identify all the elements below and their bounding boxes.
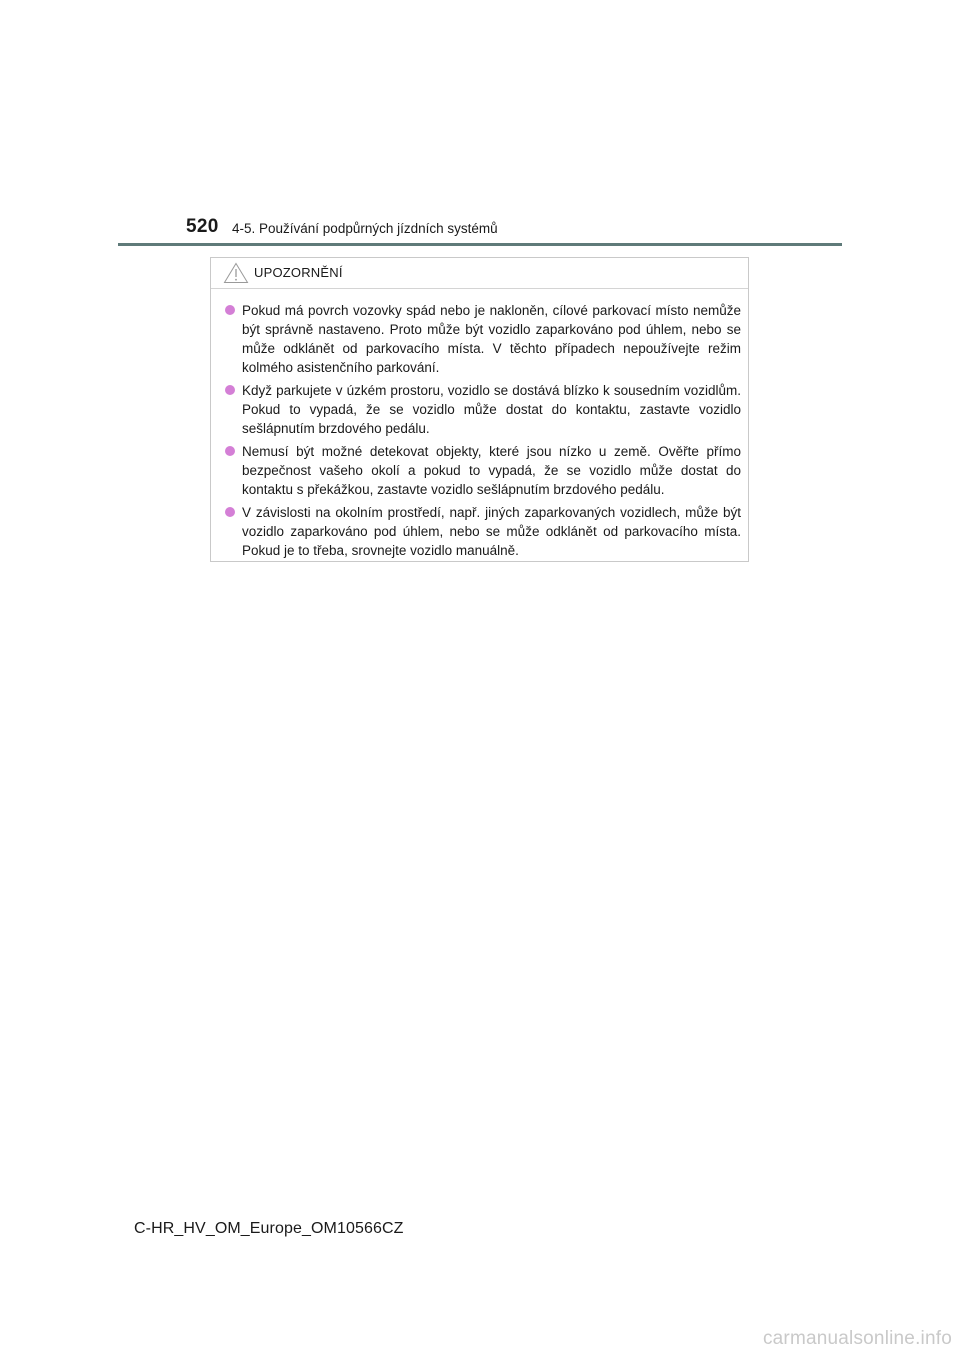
warning-triangle-icon [223, 262, 249, 284]
caution-item-text: Pokud má povrch vozovky spád nebo je nakloněn, cílové parkovací místo nemůže být správně nastaveno. Proto může být vozidlo zaparkováno pod úhlem, nebo se může odklánět od parkovacího místa. V těchto případech nepoužívejte režim kolmého asistenčního parkování. [242, 303, 741, 375]
caution-item-text: Když parkujete v úzkém prostoru, vozidlo se dostává blízko k sousedním vozidlům. Pokud to vypadá, že se vozidlo může dostat do kontaktu, zastavte vozidlo sešlápnutím brzdového pedálu. [242, 383, 741, 436]
caution-item-text: Nemusí být možné detekovat objekty, které jsou nízko u země. Ověřte přímo bezpečnost vašeho okolí a pokud to vypadá, že se vozidlo může dostat do kontaktu s překážkou, zastavte vozidlo sešlápnutím brzdového pedálu. [242, 444, 741, 497]
bullet-icon [225, 385, 235, 395]
caution-item-text: V závislosti na okolním prostředí, např. jiných zaparkovaných vozidlech, může být vozidlo zaparkováno pod úhlem, nebo se může odklánět od parkovacího místa. Pokud je to třeba, srovnejte vozidlo manuálně. [242, 505, 741, 558]
caution-list [211, 289, 748, 560]
caution-header [211, 258, 748, 289]
caution-item [225, 301, 741, 377]
caution-item [225, 503, 741, 560]
watermark-text: carmanualsonline.info [762, 1328, 952, 1349]
bullet-icon [225, 305, 235, 315]
section-title: 4-5. Používání podpůrných jízdních systémů [232, 221, 498, 236]
caution-item [225, 442, 741, 499]
header-rule [118, 243, 842, 246]
caution-box [210, 257, 749, 562]
page-number: 520 [186, 216, 219, 237]
document-code: C-HR_HV_OM_Europe_OM10566CZ [134, 1220, 404, 1237]
bullet-icon [225, 507, 235, 517]
caution-item [225, 381, 741, 438]
bullet-icon [225, 446, 235, 456]
caution-title: UPOZORNĚNÍ [254, 265, 343, 280]
